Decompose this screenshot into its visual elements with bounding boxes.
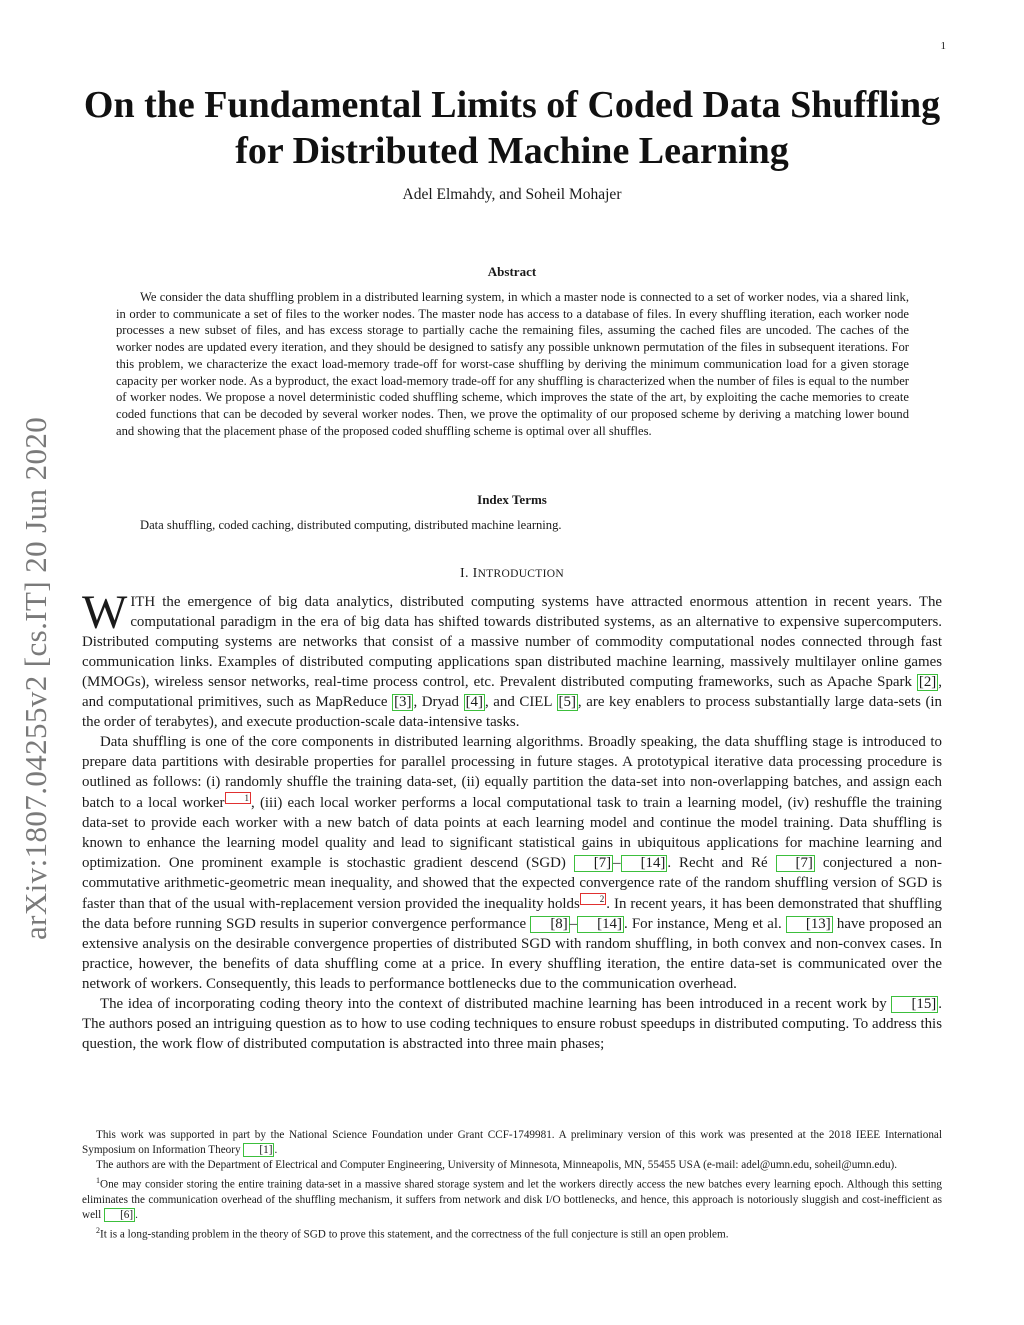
affiliation-footnote: The authors are with the Department of Electrical and Computer Engineering, University of Minnesota, Minneapolis, MN, 55455 USA (e-mail: adel@umn.edu, soheil@umn.edu). bbox=[96, 1159, 898, 1171]
section-title-small-caps: NTRODUCTION bbox=[477, 568, 564, 580]
citation-link[interactable]: [6] bbox=[104, 1208, 135, 1222]
paper-title bbox=[60, 82, 964, 174]
funding-footnote: This work was supported in part by the National Science Foundation under Grant CCF-1749981. A preliminary version of this work was presented at the 2018 IEEE International Symposium on Information Theory [1] . bbox=[82, 1129, 942, 1156]
drop-cap: W bbox=[82, 586, 128, 639]
title-line-1: On the Fundamental Limits of Coded Data Shuffling bbox=[83, 84, 941, 126]
citation-link[interactable]: [14] bbox=[577, 916, 624, 933]
citation-link[interactable]: [3] bbox=[394, 694, 412, 710]
footnote-link[interactable]: 2 bbox=[580, 893, 607, 905]
citation-link[interactable]: [13] bbox=[786, 916, 833, 933]
footnote-2: $^2$It is a long-standing problem in the theory of SGD to prove this statement, and the correctness of the full conjecture is still an open problem. bbox=[96, 1225, 729, 1241]
index-terms-text: Data shuffling, coded caching, distributed computing, distributed machine learning. bbox=[140, 518, 562, 532]
section-numeral: I. bbox=[460, 566, 473, 581]
citation-link[interactable]: [14] bbox=[621, 855, 668, 872]
title-line-2: for Distributed Machine Learning bbox=[235, 130, 789, 172]
footnote-marker: 2 bbox=[96, 1225, 100, 1235]
section-heading-introduction bbox=[60, 566, 964, 582]
abstract-text: We consider the data shuffling problem in a distributed learning system, in which a master node is connected to a set of worker nodes, via a shared link, in order to communicate a set of files to the worker nodes. The master node has access to a database of files. In every shuffling iteration, each worker node processes a new subset of files, and has excess storage to partially cache the remaining files, assuming the cached files are uncoded. The caches of the worker nodes are updated every iteration, and they should be designed to satisfy any possible unknown permutation of the files in subsequent iterations. For this problem, we characterize the exact load-memory trade-off for worst-case shuffling by deriving the minimum communication load for a given storage capacity per worker node. As a byproduct, the exact load-memory trade-off for any shuffling is characterized when the number of files is equal to the number of worker nodes. We propose a novel deterministic coded shuffling scheme, which improves the state of the art, by exploiting the cache memories to create coded functions that can be decoded by several worker nodes. Then, we prove the optimality of our proposed scheme by deriving a matching lower bound and showing that the placement phase of the proposed coded shuffling scheme is optimal over all shuffles. bbox=[116, 290, 910, 438]
citation-link[interactable]: [4] bbox=[465, 694, 483, 710]
arxiv-identifier-stamp: arXiv:1807.04255v2 [cs.IT] 20 Jun 2020 bbox=[18, 416, 53, 940]
paragraph-2: Data shuffling is one of the core components in distributed learning algorithms. Broadly speaking, the data shuffling stage is introduced to prepare data partitions with desirable properties for parallel processing in future stages. A prototypical iterative data processing procedure is outlined as follows: (i) randomly shuffle the training data-set, (ii) equally partition the data-set into non-overlapping batches, and assign each batch to a local worker 1 , (iii) each local worker performs a local computational task to train a learning model, (iv) reshuffle the training data-set to provide each worker with a new batch of data points at each learning model and continue the model training. Data shuffling is known to enhance the learning model quality and lead to significant statistical gains in ubiquitous applications for machine learning and optimization. One prominent example is stochastic gradient descend (SGD) [7] – [14] . Recht and Ré [7] conjectured a non-commutative arithmetic-geometric mean inequality, and showed that the expected convergence rate of the random shuffling version of SGD is faster than that of the usual with-replacement version provided the inequality holds 2 . In recent years, it has been demonstrated that shuffling the data before running SGD results in superior convergence performance [8] – [14] . For instance, Meng et al. [13] have proposed an extensive analysis on the desirable convergence properties of distributed SGD with random shuffling, in both convex and non-convex cases. In practice, however, the benefits of data shuffling come at a price. In every shuffling iteration, the entire data-set is communicated over the network of workers. Consequently, this leads to performance bottlenecks due to the communication overhead. bbox=[82, 734, 943, 992]
citation-link[interactable]: [5] bbox=[558, 694, 576, 710]
index-terms-heading: Index Terms bbox=[477, 492, 547, 507]
page-number: 1 bbox=[940, 40, 946, 52]
footnote-link[interactable]: 1 bbox=[225, 792, 252, 804]
citation-link[interactable]: [8] bbox=[530, 916, 569, 933]
paragraph-1: WITH the emergence of big data analytics, distributed computing systems have attracted enormous attention in recent years. The computational paradigm in the era of big data has shifted towards distributed systems, as an alternative to expensive supercomputers. Distributed computing systems are networks that consist of a massive number of commodity computational nodes connected through fast communication links. Examples of distributed computing applications span distributed machine learning, massively multilayer online games (MMOGs), wireless sensor networks, real-time process control, etc. Prevalent distributed computing frameworks, such as Apache Spark [2] , and computational primitives, such as MapReduce [3] , Dryad [4] , and CIEL [5] , are key enablers to process substantially large data-sets (in the order of terabytes), and execute production-scale data-intensive tasks. bbox=[82, 586, 943, 730]
abstract-heading: Abstract bbox=[487, 264, 537, 279]
introduction-body bbox=[82, 586, 943, 1054]
citation-link[interactable]: [7] bbox=[574, 855, 613, 872]
footnote-marker: 1 bbox=[96, 1176, 100, 1185]
section-title-initial: I bbox=[472, 566, 478, 581]
citation-link[interactable]: [2] bbox=[918, 674, 937, 690]
author-list: Adel Elmahdy, and Soheil Mohajer bbox=[402, 186, 622, 203]
citation-link[interactable]: [15] bbox=[891, 996, 938, 1013]
citation-link[interactable]: [7] bbox=[776, 855, 815, 872]
citation-link[interactable]: [1] bbox=[243, 1143, 274, 1157]
footnotes bbox=[82, 1128, 942, 1242]
footnote-1: $^1$One may consider storing the entire training data-set in a massive shared storage system and let the workers directly access the new batches every learning epoch. Although this setting eliminates the communication overhead of the shuffling mechanism, it suffers from network and disk I/O bottlenecks, and hence, this approach is notoriously sluggish and cost-inefficient as well [6] . bbox=[82, 1176, 942, 1221]
paragraph-3: The idea of incorporating coding theory into the context of distributed machine learning has been introduced in a recent work by [15] . The authors posed an intriguing question as to how to use coding techniques to ensure robust speedups in distributed computing. To address this question, the work flow of distributed computation is abstracted into three main phases; bbox=[82, 995, 942, 1052]
